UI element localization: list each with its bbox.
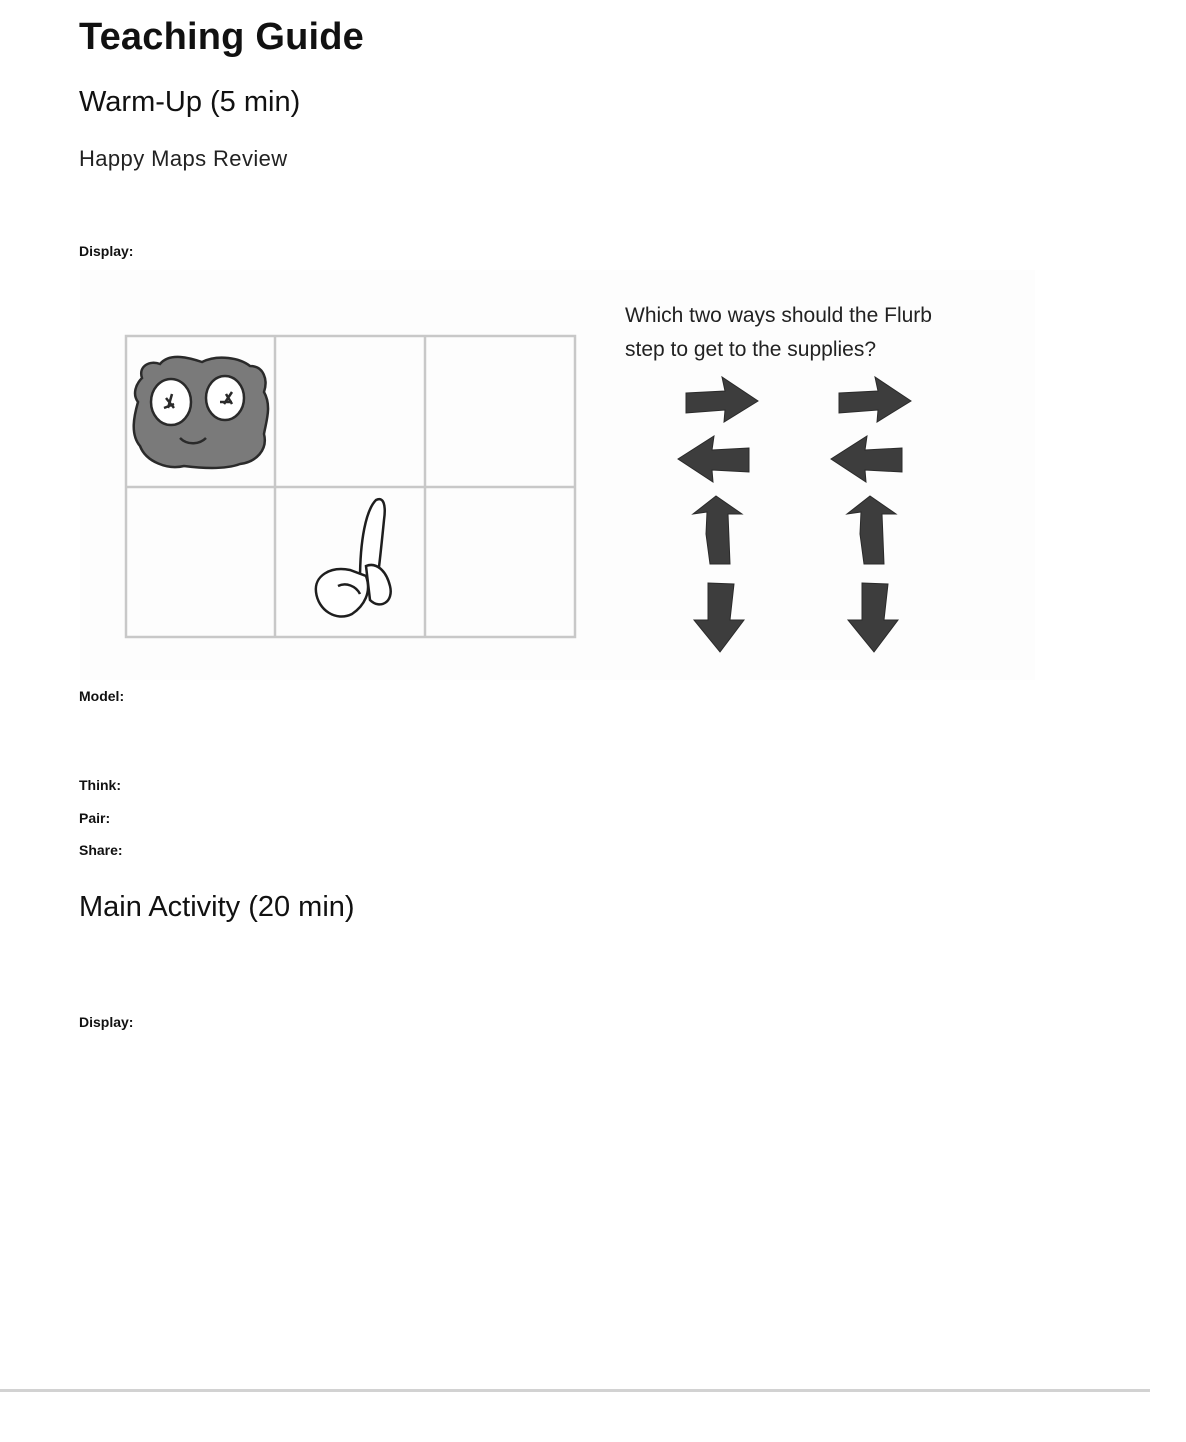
warmup-display-label: Display: [79,243,134,259]
flurb-character-icon [134,357,268,468]
pair-label: Pair: [79,810,111,826]
share-label: Share: [79,842,123,858]
model-label: Model: [79,688,125,704]
think-label: Think: [79,777,121,793]
question-line-2: step to get to the supplies? [625,338,877,361]
footer-divider [0,1389,1150,1392]
display-figure [80,270,1035,680]
main-activity-heading: Main Activity (20 min) [79,891,355,923]
question-line-1: Which two ways should the Flurb [625,304,932,327]
warmup-heading: Warm-Up (5 min) [79,86,301,118]
page-title: Teaching Guide [79,16,365,58]
warmup-subtitle: Happy Maps Review [79,146,288,171]
main-display-label: Display: [79,1014,134,1030]
